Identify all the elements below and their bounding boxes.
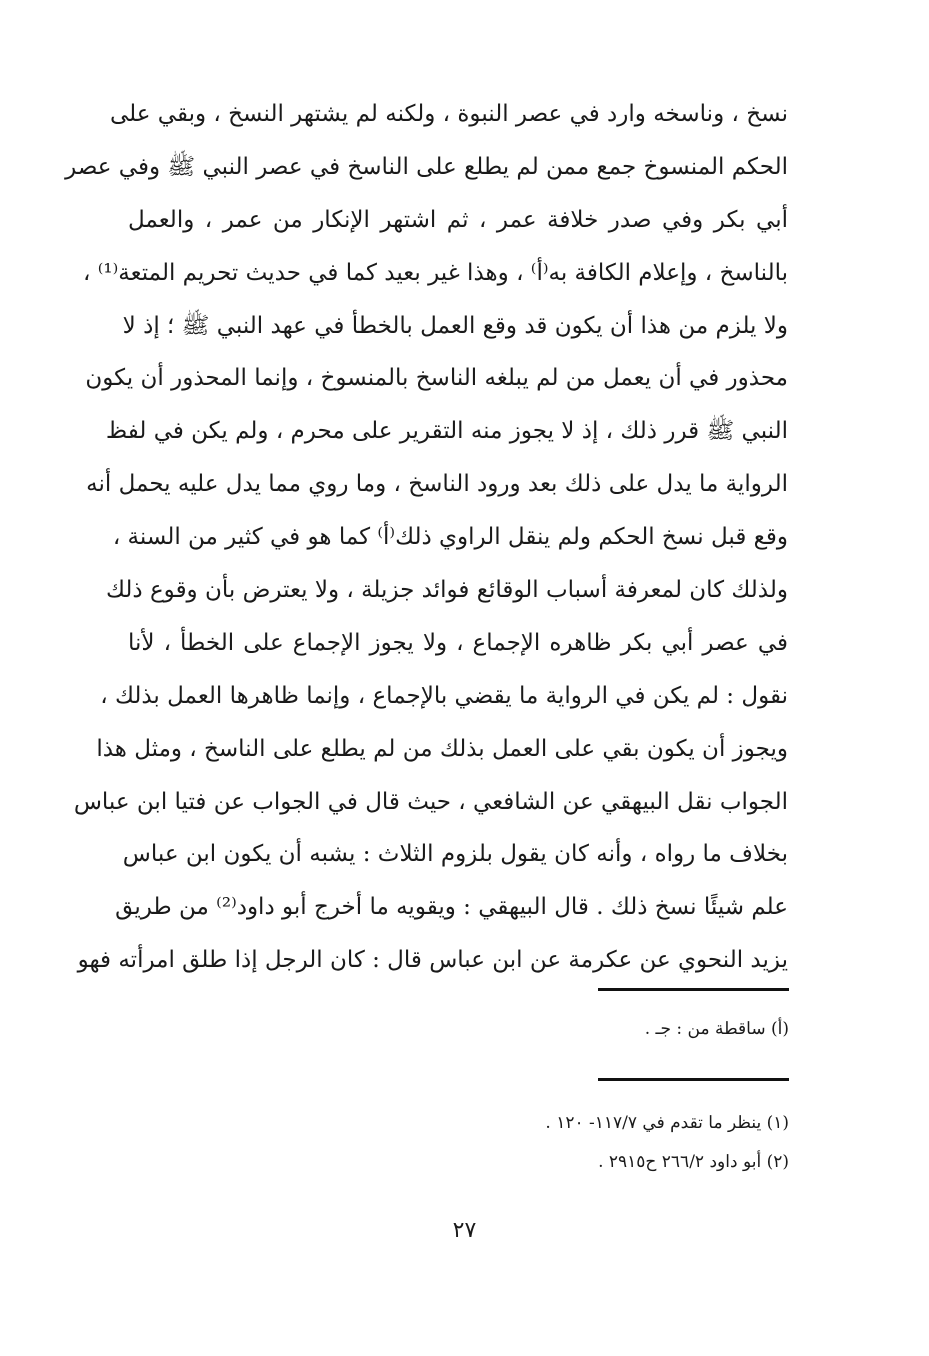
text-line: بخلاف ما رواه ، وأنه كان يقول بلزوم الثلاث : يشبه أن يكون ابن عباس <box>122 841 788 868</box>
text-line: الرواية ما يدل على ذلك بعد ورود الناسخ ، وما روي مما يدل عليه يحمل أنه <box>86 471 788 498</box>
page-number: ٢٧ <box>452 1218 477 1243</box>
text-line: علم شيئًا نسخ ذلك . قال البيهقي : ويقويه ما أخرج أبو داود⁽²⁾ من طريق <box>115 894 788 921</box>
text-line: ويجوز أن يكون بقي على العمل بذلك من لم يطلع على الناسخ ، ومثل هذا <box>96 735 788 762</box>
text-line: بالناسخ ، وإعلام الكافة به⁽أ⁾ ، وهذا غير بعيد كما في حديث تحريم المتعة⁽¹⁾ ، <box>83 259 788 286</box>
text-line: نسخ ، وناسخه وارد في عصر النبوة ، ولكنه لم يشتهر النسخ ، وبقي على <box>109 101 788 127</box>
text-line: الجواب نقل البيهقي عن الشافعي ، حيث قال في الجواب عن فتيا ابن عباس <box>73 788 788 815</box>
text-line: نقول : لم يكن في الرواية ما يقضي بالإجماع ، وإنما ظاهرها العمل بذلك ، <box>100 682 788 709</box>
text-line: وقع قبل نسخ الحكم ولم ينقل الراوي ذلك⁽أ⁾ كما هو في كثير من السنة ، <box>112 524 788 551</box>
text-line: ولذلك كان لمعرفة أسباب الوقائع فوائد جزيلة ، ولا يعترض بأن وقوع ذلك <box>106 577 788 604</box>
footnote-divider <box>598 988 789 991</box>
main-text <box>65 88 788 987</box>
footnote-divider <box>598 1078 789 1081</box>
text-line: في عصر أبي بكر ظاهره الإجماع ، ولا يجوز الإجماع على الخطأ ، لأنا <box>128 629 788 656</box>
text-line: النبي ﷺ قرر ذلك ، إذ لا يجوز منه التقرير على محرم ، ولم يكن في لفظ <box>105 418 788 445</box>
text-line: أبي بكر وفي صدر خلافة عمر ، ثم اشتهر الإنكار من عمر ، والعمل <box>128 206 788 233</box>
text-line: ولا يلزم من هذا أن يكون قد وقع العمل بالخطأ في عهد النبي ﷺ ؛ إذ لا <box>122 312 788 339</box>
footnote: (٢) أبو داود ٢٦٦/٢ ح٢٩١٥ . <box>598 1152 789 1172</box>
text-line: يزيد النحوي عن عكرمة عن ابن عباس قال : كان الرجل إذا طلق امرأته فهو <box>77 947 788 974</box>
footnote: (١) ينظر ما تقدم في ١١٧/٧- ١٢٠ . <box>545 1113 789 1133</box>
variant-footnote: (أ) ساقطة من : جـ . <box>644 1019 789 1039</box>
text-line: الحكم المنسوخ جمع ممن لم يطلع على الناسخ في عصر النبي ﷺ وفي عصر <box>65 153 788 180</box>
text-line: محذور في أن يعمل من لم يبلغه الناسخ بالمنسوخ ، وإنما المحذور أن يكون <box>85 365 788 392</box>
